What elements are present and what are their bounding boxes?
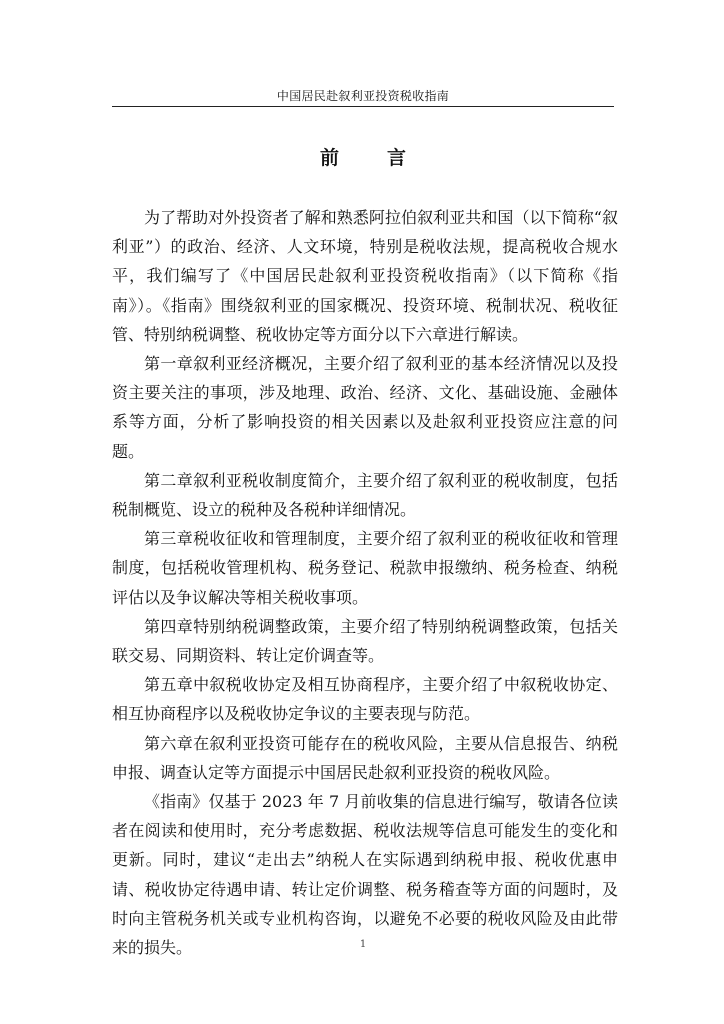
body-text xyxy=(112,203,618,962)
page-title: 前言 xyxy=(319,147,454,169)
paragraph-chapter-3: 第三章税收征收和管理制度，主要介绍了叙利亚的税收征收和管理制度，包括税收管理机构、税务登记、税款申报缴纳、税务检查、纳税评估以及争议解决等相关税收事项。 xyxy=(112,529,618,607)
paragraph-chapter-6: 第六章在叙利亚投资可能存在的税收风险，主要从信息报告、纳税申报、调查认定等方面提示中国居民赴叙利亚投资的税收风险。 xyxy=(112,733,618,782)
paragraph-chapter-2: 第二章叙利亚税收制度简介，主要介绍了叙利亚的税收制度，包括税制概览、设立的税种及各税种详细情况。 xyxy=(112,470,618,520)
paragraph-chapter-1: 第一章叙利亚经济概况，主要介绍了叙利亚的基本经济情况以及投资主要关注的事项，涉及地理、政治、经济、文化、基础设施、金融体系等方面，分析了影响投资的相关因素以及赴叙利亚投资应注意的问题。 xyxy=(112,354,618,461)
paragraph-chapter-4: 第四章特别纳税调整政策，主要介绍了特别纳税调整政策，包括关联交易、同期资料、转让定价调查等。 xyxy=(112,616,618,666)
paragraph-intro: 为了帮助对外投资者了解和熟悉阿拉伯叙利亚共和国（以下简称“叙利亚”）的政治、经济、人文环境，特别是税收法规，提高税收合规水平，我们编写了《中国居民赴叙利亚投资税收指南》（以下简称《指南》）。《指南》围绕叙利亚的国家概况、投资环境、税制状况、税收征管、特别纳税调整、税收协定等方面分以下六章进行解读。 xyxy=(112,208,618,344)
paragraph-disclaimer: 《指南》仅基于 2023 年 7 月前收集的信息进行编写，敬请各位读者在阅读和使用时，充分考虑数据、税收法规等信息可能发生的变化和更新。同时，建议“走出去”纳税人在实际遇到纳税申报、税收优惠申请、税收协定待遇申请、转让定价调整、税务稽查等方面的问题时，及时向主管税务机关或专业机构咨询，以避免不必要的税收风险及由此带来的损失。 xyxy=(112,792,618,958)
running-header: 中国居民赴叙利亚投资税收指南 xyxy=(276,89,450,103)
header-rule xyxy=(112,106,614,107)
page-number: 1 xyxy=(359,939,367,950)
paragraph-chapter-5: 第五章中叙税收协定及相互协商程序，主要介绍了中叙税收协定、相互协商程序以及税收协定争议的主要表现与防范。 xyxy=(112,675,618,724)
